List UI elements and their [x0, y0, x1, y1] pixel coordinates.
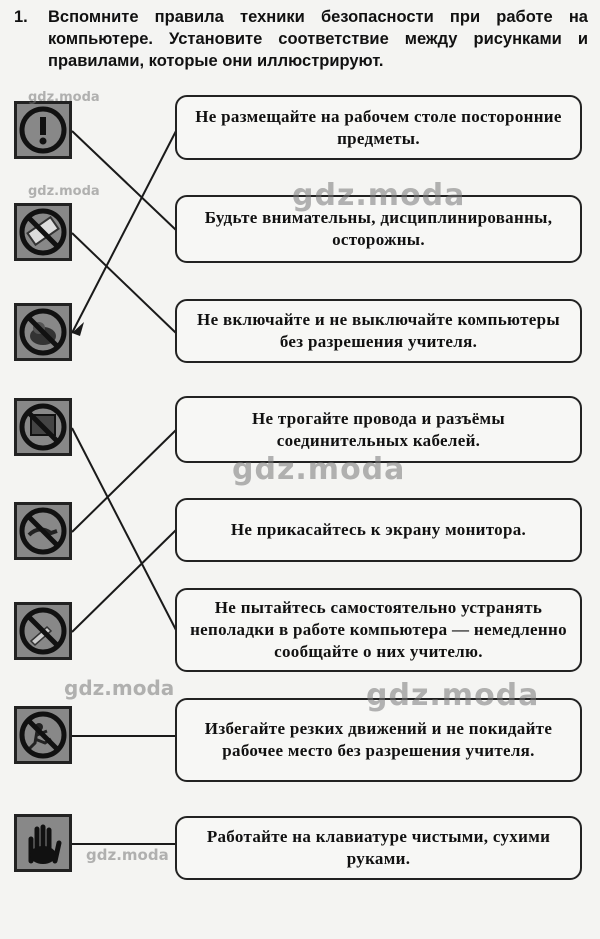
rule-box-6: [175, 588, 582, 672]
rule-text: Работайте на клавиатуре чистыми, сухими руками.: [206, 827, 551, 868]
watermark: gdz.moda: [28, 90, 100, 105]
watermark: gdz.moda: [366, 678, 540, 713]
arrow-head: [72, 322, 84, 336]
no-touch-screen-icon: [14, 398, 72, 456]
rule-box-8: [175, 816, 582, 880]
rule-text: Не включайте и не выключайте компьютеры без разрешения учителя.: [197, 310, 560, 351]
task-number: 1.: [14, 8, 28, 26]
match-line: [72, 430, 176, 532]
rule-box-1: [175, 95, 582, 160]
rule-text: Избегайте резких движений и не покидайте рабочее место без разрешения учителя.: [204, 719, 553, 760]
match-line: [72, 131, 176, 333]
watermark: gdz.moda: [292, 178, 466, 213]
rule-text: Не трогайте провода и разъёмы соединительных кабелей.: [252, 408, 505, 450]
match-line: [72, 530, 176, 632]
rule-text: Не прикасайтесь к экрану монитора.: [230, 520, 527, 539]
rule-box-3: [175, 299, 582, 363]
exclamation-sign-icon: [14, 101, 72, 159]
watermark: gdz.moda: [64, 676, 175, 700]
watermark: gdz.moda: [86, 846, 169, 864]
no-self-repair-icon: [14, 602, 72, 660]
no-food-icon: [14, 303, 72, 361]
rule-box-5: [175, 498, 582, 562]
match-line: [72, 233, 176, 333]
rule-text: Не пытайтесь самостоятельно устранять неполадки в работе компьютера — немедленно сообщайте о них учителю.: [190, 598, 567, 661]
task-instruction: Вспомните правила техники безопасности при работе на компьютере. Установите соответствие между рисунками и правилами, которые они иллюстрируют.: [48, 8, 588, 70]
rule-text: Будьте внимательны, дисциплинированны, осторожны.: [204, 208, 553, 249]
no-touching-wires-icon: [14, 502, 72, 560]
no-foreign-objects-icon: [14, 203, 72, 261]
clean-hands-icon: [14, 814, 72, 872]
watermark: gdz.moda: [28, 184, 100, 199]
rule-text: Не размещайте на рабочем столе посторонние предметы.: [195, 106, 562, 148]
no-sudden-movements-icon: [14, 706, 72, 764]
match-line: [72, 428, 176, 630]
match-line: [72, 131, 176, 230]
watermark: gdz.moda: [232, 452, 406, 487]
